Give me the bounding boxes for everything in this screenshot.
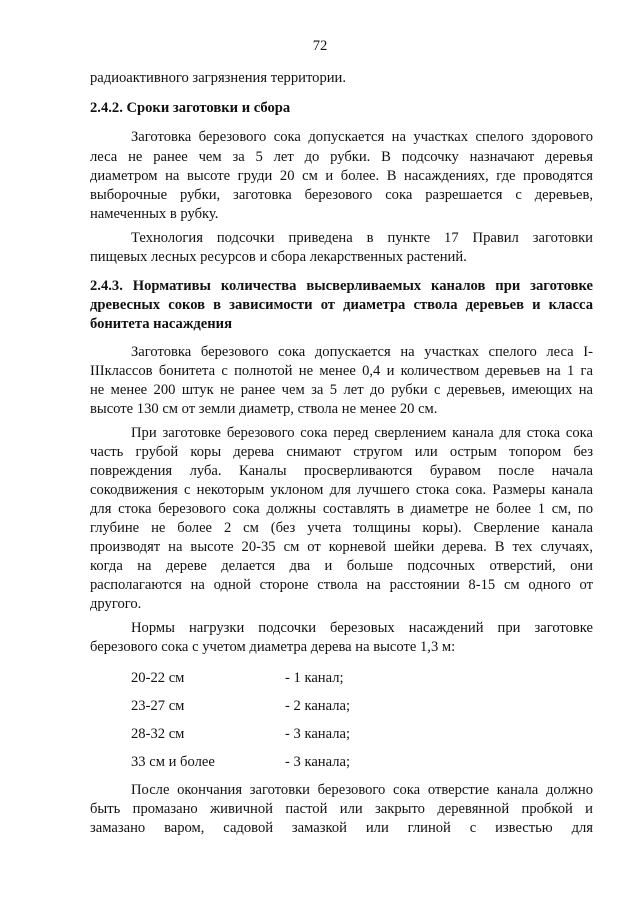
paragraph-line: намеченных в рубку. xyxy=(90,206,219,222)
section-heading-2-4-2: 2.4.2. Сроки заготовки и сбора xyxy=(90,100,291,116)
paragraph-line: часть грубой коры дерева снимают стругом или острым топором без xyxy=(90,444,593,460)
paragraph-line: После окончания заготовки березового сока отверстие канала должно xyxy=(131,782,593,798)
paragraph-line: быть промазано живичной пастой или закрыто деревянной пробкой и xyxy=(90,801,593,817)
norm-channels: - 1 канал; xyxy=(285,670,344,686)
paragraph-line: диаметром на высоте груди 20 см и более. В насаждениях, где проводятся xyxy=(90,168,593,184)
paragraph-line: IIIклассов бонитета с полнотой не менее 0,4 и количеством деревьев на 1 га xyxy=(90,363,593,379)
paragraph-line: Технология подсочки приведена в пункте 17 Правил заготовки xyxy=(131,230,593,246)
paragraph-line: производят на высоте 20-35 см от корневой шейки дерева. В тех случаях, xyxy=(90,539,593,555)
page-number: 72 xyxy=(312,38,328,54)
paragraph-line: Заготовка березового сока допускается на участках спелого здорового xyxy=(131,129,593,145)
norm-channels: - 2 канала; xyxy=(285,698,351,714)
paragraph-line: пищевых лесных ресурсов и сбора лекарственных растений. xyxy=(90,249,467,265)
norm-diameter: 23-27 см xyxy=(131,698,185,714)
norm-channels: - 3 канала; xyxy=(285,754,351,770)
paragraph-line: другого. xyxy=(90,596,142,612)
paragraph-line: Нормы нагрузки подсочки березовых насаждений при заготовке xyxy=(131,620,593,636)
paragraph-line: располагаются на одной стороне ствола на расстоянии 8-15 см одного от xyxy=(90,577,593,593)
norm-channels: - 3 канала; xyxy=(285,726,351,742)
paragraph-line: сокодвижения с некоторым уклоном для лучшего стока сока. Размеры канала xyxy=(90,482,593,498)
paragraph-line: глубине не более 2 см (без учета толщины коры). Сверление канала xyxy=(90,520,593,536)
norm-diameter: 33 см и более xyxy=(131,754,215,770)
paragraph-line: для стока березового сока должны составлять в диаметре не более 1 см, по xyxy=(90,501,593,517)
paragraph-line: замазано варом, садовой замазкой или глиной с известью для xyxy=(90,820,593,836)
paragraph-line: когда на дереве делается два и больше подсочных отверстий, они xyxy=(90,558,593,574)
section-heading-2-4-3: бонитета насаждения xyxy=(90,316,232,332)
paragraph-line: Заготовка березового сока допускается на участках спелого леса I- xyxy=(131,344,593,360)
paragraph-line: не менее 200 штук не ранее чем за 5 лет до рубки с деревьев, имеющих на xyxy=(90,382,593,398)
paragraph-line: высоте 130 см от земли диаметр, ствола не менее 20 см. xyxy=(90,401,438,417)
norm-diameter: 28-32 см xyxy=(131,726,185,742)
paragraph-line: березового сока с учетом диаметра дерева на высоте 1,3 м: xyxy=(90,639,456,655)
section-heading-2-4-3: 2.4.3. Нормативы количества высверливаемых каналов при заготовке xyxy=(90,278,593,294)
paragraph-line: повреждения луба. Каналы просверливаются буравом после начала xyxy=(90,463,593,479)
norm-diameter: 20-22 см xyxy=(131,670,185,686)
paragraph-line: выборочные рубки, заготовка березового сока разрешается с деревьев, xyxy=(90,187,593,203)
intro-line: радиоактивного загрязнения территории. xyxy=(90,70,347,86)
paragraph-line: леса не ранее чем за 5 лет до рубки. В подсочку назначают деревья xyxy=(90,149,593,165)
section-heading-2-4-3: древесных соков в зависимости от диаметра ствола деревьев и класса xyxy=(90,297,593,313)
paragraph-line: При заготовке березового сока перед сверлением канала для стока сока xyxy=(131,425,593,441)
